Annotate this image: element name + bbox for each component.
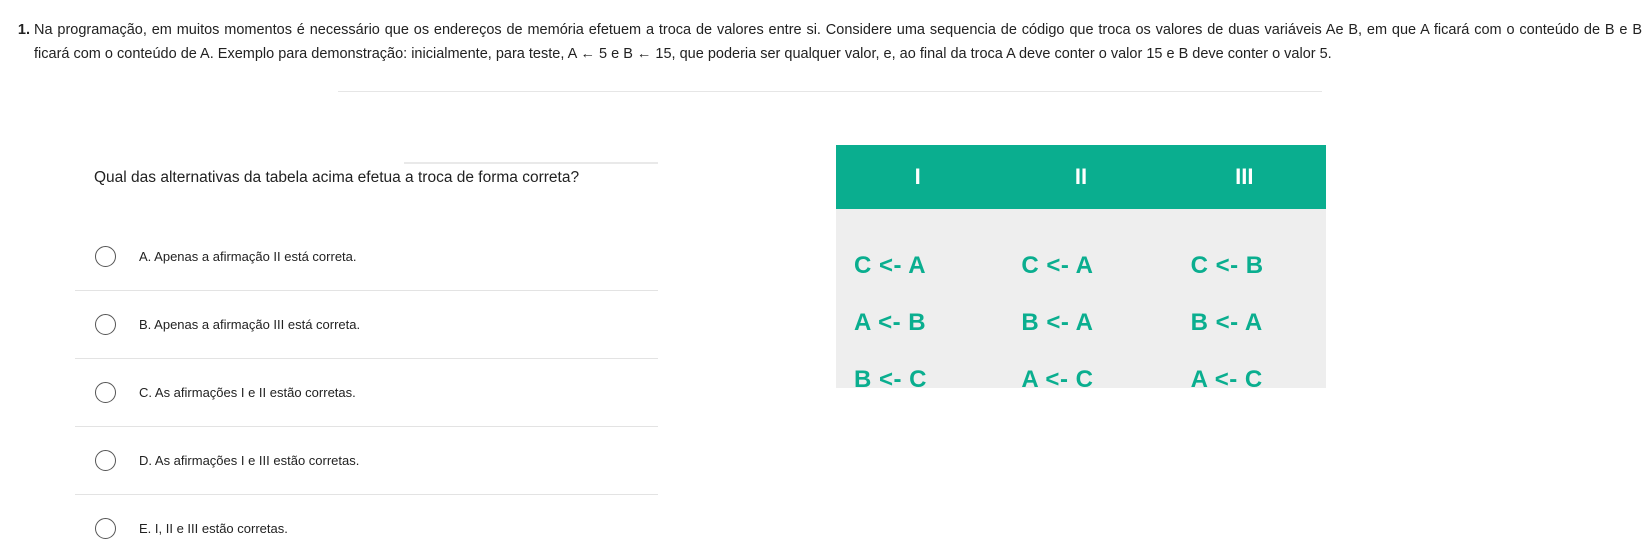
- code-cell: B <- A: [1021, 308, 1094, 336]
- code-cell: A <- B: [854, 308, 927, 336]
- section-divider: [338, 91, 1322, 92]
- header-cell-i: I: [914, 164, 921, 189]
- code-cell: B <- A: [1190, 308, 1263, 336]
- option-label: C. As afirmações I e II estão corretas.: [139, 385, 356, 400]
- prompt-divider: [404, 162, 658, 164]
- code-table-body: [836, 209, 1326, 408]
- code-cell: C <- A: [854, 251, 927, 279]
- radio-button[interactable]: [95, 382, 116, 403]
- question-prompt: Qual das alternativas da tabela acima efetua a troca de forma correta?: [94, 169, 580, 186]
- table-row: [836, 294, 1326, 351]
- option-c[interactable]: [75, 359, 658, 427]
- code-cell: C <- A: [1021, 251, 1094, 279]
- question-number: 1.: [17, 22, 30, 38]
- option-a[interactable]: [75, 223, 658, 291]
- radio-button[interactable]: [95, 450, 116, 471]
- code-cell: B <- C: [854, 365, 928, 393]
- question-statement: [2, 18, 1642, 66]
- option-label: E. I, II e III estão corretas.: [139, 521, 288, 536]
- option-b[interactable]: [75, 291, 658, 359]
- option-d[interactable]: [75, 427, 658, 495]
- code-table-header: [836, 145, 1326, 209]
- header-cell-ii: II: [1074, 164, 1088, 189]
- code-cell: C <- B: [1190, 251, 1264, 279]
- radio-button[interactable]: [95, 246, 116, 267]
- option-e[interactable]: [75, 495, 658, 553]
- answer-options: [75, 223, 658, 553]
- radio-button[interactable]: [95, 518, 116, 539]
- code-cell: A <- C: [1190, 365, 1263, 393]
- table-row: [836, 351, 1326, 408]
- code-table: [836, 145, 1326, 393]
- option-label: D. As afirmações I e III estão corretas.: [139, 453, 360, 468]
- option-label: B. Apenas a afirmação III está correta.: [139, 317, 361, 332]
- option-label: A. Apenas a afirmação II está correta.: [139, 249, 357, 264]
- header-cell-iii: III: [1235, 164, 1254, 189]
- code-cell: A <- C: [1021, 365, 1094, 393]
- table-row: [836, 237, 1326, 294]
- question-text: Na programação, em muitos momentos é necessário que os endereços de memória efetuem a troca de valores entre si. Considere uma sequencia de código que troca os valores de duas variáveis Ae B, em que A ficará com o conteúdo de B e B ficará com o conteúdo de A. Exemplo para demonstração: inicialmente, para teste, A ← 5 e B ← 15, que poderia ser qualquer valor, e, ao final da troca A deve conter o valor 15 e B deve conter o valor 5.: [34, 22, 1642, 62]
- radio-button[interactable]: [95, 314, 116, 335]
